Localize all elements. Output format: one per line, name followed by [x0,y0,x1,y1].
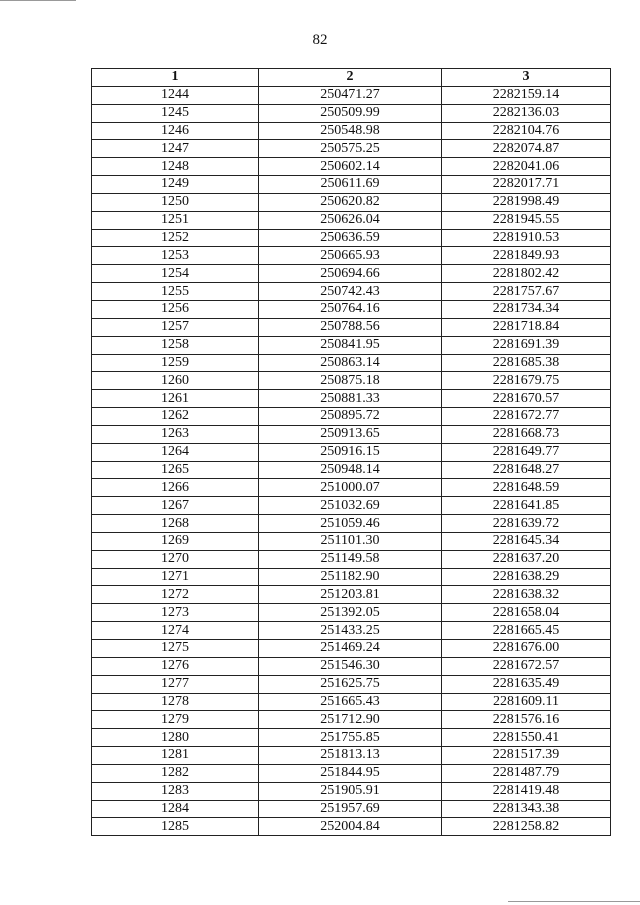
cell-point-number: 1258 [92,336,259,354]
table-row [92,354,611,372]
table-row [92,622,611,640]
cell-point-number: 1263 [92,425,259,443]
cell-x-coordinate: 251712.90 [259,711,442,729]
cell-point-number: 1257 [92,318,259,336]
column-header-y-coordinate: 3 [442,69,611,87]
cell-point-number: 1251 [92,211,259,229]
cell-y-coordinate: 2281672.57 [442,657,611,675]
cell-y-coordinate: 2281649.77 [442,443,611,461]
cell-x-coordinate: 250575.25 [259,140,442,158]
cell-point-number: 1253 [92,247,259,265]
cell-y-coordinate: 2281635.49 [442,675,611,693]
cell-y-coordinate: 2281670.57 [442,390,611,408]
table-row [92,479,611,497]
cell-point-number: 1272 [92,586,259,604]
cell-point-number: 1283 [92,782,259,800]
table-row [92,336,611,354]
cell-y-coordinate: 2281638.29 [442,568,611,586]
cell-point-number: 1273 [92,604,259,622]
cell-x-coordinate: 250742.43 [259,283,442,301]
cell-point-number: 1282 [92,764,259,782]
table-row [92,390,611,408]
table-row [92,729,611,747]
cell-y-coordinate: 2281945.55 [442,211,611,229]
coordinates-table [91,68,611,836]
table-row [92,747,611,765]
table-row [92,122,611,140]
cell-y-coordinate: 2281668.73 [442,425,611,443]
cell-x-coordinate: 250636.59 [259,229,442,247]
cell-point-number: 1244 [92,86,259,104]
cell-y-coordinate: 2281718.84 [442,318,611,336]
column-header-x-coordinate: 2 [259,69,442,87]
table-row [92,300,611,318]
scan-edge-line-bottom [508,901,640,902]
cell-y-coordinate: 2281609.11 [442,693,611,711]
table-row [92,229,611,247]
cell-y-coordinate: 2281998.49 [442,193,611,211]
cell-point-number: 1252 [92,229,259,247]
cell-x-coordinate: 251905.91 [259,782,442,800]
cell-y-coordinate: 2281910.53 [442,229,611,247]
cell-y-coordinate: 2281676.00 [442,640,611,658]
cell-y-coordinate: 2282159.14 [442,86,611,104]
cell-x-coordinate: 250611.69 [259,176,442,194]
cell-x-coordinate: 250863.14 [259,354,442,372]
column-header-point-number: 1 [92,69,259,87]
cell-point-number: 1247 [92,140,259,158]
cell-point-number: 1255 [92,283,259,301]
cell-y-coordinate: 2281638.32 [442,586,611,604]
cell-x-coordinate: 251101.30 [259,532,442,550]
table-row [92,604,611,622]
cell-point-number: 1269 [92,532,259,550]
cell-x-coordinate: 250665.93 [259,247,442,265]
cell-point-number: 1274 [92,622,259,640]
cell-point-number: 1284 [92,800,259,818]
table-row [92,764,611,782]
cell-point-number: 1260 [92,372,259,390]
cell-x-coordinate: 250881.33 [259,390,442,408]
cell-y-coordinate: 2281685.38 [442,354,611,372]
table-row [92,372,611,390]
cell-x-coordinate: 251059.46 [259,515,442,533]
cell-point-number: 1270 [92,550,259,568]
cell-x-coordinate: 251755.85 [259,729,442,747]
cell-y-coordinate: 2281637.20 [442,550,611,568]
cell-x-coordinate: 250626.04 [259,211,442,229]
table-row [92,176,611,194]
cell-y-coordinate: 2281645.34 [442,532,611,550]
cell-point-number: 1285 [92,818,259,836]
cell-x-coordinate: 251469.24 [259,640,442,658]
cell-y-coordinate: 2281679.75 [442,372,611,390]
table-row [92,283,611,301]
cell-y-coordinate: 2281665.45 [442,622,611,640]
cell-point-number: 1271 [92,568,259,586]
cell-x-coordinate: 250875.18 [259,372,442,390]
cell-x-coordinate: 251625.75 [259,675,442,693]
table-row [92,818,611,836]
cell-y-coordinate: 2281343.38 [442,800,611,818]
cell-x-coordinate: 251546.30 [259,657,442,675]
cell-y-coordinate: 2281487.79 [442,764,611,782]
cell-x-coordinate: 251957.69 [259,800,442,818]
cell-point-number: 1279 [92,711,259,729]
table-row [92,497,611,515]
cell-x-coordinate: 250620.82 [259,193,442,211]
table-row [92,586,611,604]
table-body [92,86,611,835]
table-row [92,568,611,586]
cell-point-number: 1254 [92,265,259,283]
cell-point-number: 1249 [92,176,259,194]
cell-x-coordinate: 251032.69 [259,497,442,515]
cell-x-coordinate: 251433.25 [259,622,442,640]
cell-point-number: 1262 [92,408,259,426]
table-row [92,782,611,800]
cell-y-coordinate: 2281849.93 [442,247,611,265]
cell-point-number: 1259 [92,354,259,372]
cell-point-number: 1277 [92,675,259,693]
cell-point-number: 1265 [92,461,259,479]
cell-x-coordinate: 250764.16 [259,300,442,318]
table-row [92,193,611,211]
page-number: 82 [312,32,328,48]
cell-x-coordinate: 250916.15 [259,443,442,461]
cell-point-number: 1280 [92,729,259,747]
cell-x-coordinate: 251665.43 [259,693,442,711]
table-row [92,675,611,693]
table-row [92,158,611,176]
cell-y-coordinate: 2281802.42 [442,265,611,283]
cell-x-coordinate: 250694.66 [259,265,442,283]
table-row [92,443,611,461]
cell-y-coordinate: 2281734.34 [442,300,611,318]
cell-y-coordinate: 2281639.72 [442,515,611,533]
table-header-row [92,69,611,87]
cell-y-coordinate: 2281672.77 [442,408,611,426]
table-row [92,711,611,729]
cell-x-coordinate: 250841.95 [259,336,442,354]
cell-x-coordinate: 250895.72 [259,408,442,426]
table-row [92,532,611,550]
table-row [92,211,611,229]
cell-x-coordinate: 250948.14 [259,461,442,479]
cell-y-coordinate: 2281550.41 [442,729,611,747]
cell-y-coordinate: 2281648.59 [442,479,611,497]
cell-y-coordinate: 2281419.48 [442,782,611,800]
table-row [92,461,611,479]
cell-y-coordinate: 2281641.85 [442,497,611,515]
table-row [92,140,611,158]
cell-y-coordinate: 2281658.04 [442,604,611,622]
table-row [92,693,611,711]
table-row [92,800,611,818]
table-row [92,515,611,533]
cell-y-coordinate: 2282104.76 [442,122,611,140]
cell-y-coordinate: 2282017.71 [442,176,611,194]
cell-point-number: 1275 [92,640,259,658]
table-row [92,104,611,122]
cell-point-number: 1245 [92,104,259,122]
table-row [92,86,611,104]
cell-point-number: 1264 [92,443,259,461]
cell-point-number: 1261 [92,390,259,408]
cell-x-coordinate: 251149.58 [259,550,442,568]
cell-x-coordinate: 250509.99 [259,104,442,122]
cell-y-coordinate: 2282041.06 [442,158,611,176]
cell-point-number: 1281 [92,747,259,765]
cell-x-coordinate: 251392.05 [259,604,442,622]
cell-x-coordinate: 251844.95 [259,764,442,782]
cell-x-coordinate: 252004.84 [259,818,442,836]
table-row [92,657,611,675]
cell-y-coordinate: 2281691.39 [442,336,611,354]
cell-y-coordinate: 2281648.27 [442,461,611,479]
cell-y-coordinate: 2282136.03 [442,104,611,122]
cell-x-coordinate: 250471.27 [259,86,442,104]
table-row [92,247,611,265]
cell-y-coordinate: 2281517.39 [442,747,611,765]
cell-x-coordinate: 250548.98 [259,122,442,140]
cell-point-number: 1246 [92,122,259,140]
cell-point-number: 1268 [92,515,259,533]
cell-point-number: 1267 [92,497,259,515]
cell-point-number: 1276 [92,657,259,675]
table-row [92,640,611,658]
cell-x-coordinate: 250788.56 [259,318,442,336]
cell-y-coordinate: 2282074.87 [442,140,611,158]
cell-point-number: 1278 [92,693,259,711]
cell-x-coordinate: 250913.65 [259,425,442,443]
cell-y-coordinate: 2281576.16 [442,711,611,729]
cell-point-number: 1266 [92,479,259,497]
table-row [92,318,611,336]
cell-point-number: 1250 [92,193,259,211]
scan-edge-line-top [0,0,76,1]
cell-x-coordinate: 251000.07 [259,479,442,497]
cell-x-coordinate: 251813.13 [259,747,442,765]
cell-point-number: 1248 [92,158,259,176]
cell-y-coordinate: 2281258.82 [442,818,611,836]
cell-x-coordinate: 250602.14 [259,158,442,176]
cell-x-coordinate: 251182.90 [259,568,442,586]
table-row [92,550,611,568]
table-row [92,265,611,283]
table-row [92,408,611,426]
cell-y-coordinate: 2281757.67 [442,283,611,301]
table-row [92,425,611,443]
cell-x-coordinate: 251203.81 [259,586,442,604]
cell-point-number: 1256 [92,300,259,318]
